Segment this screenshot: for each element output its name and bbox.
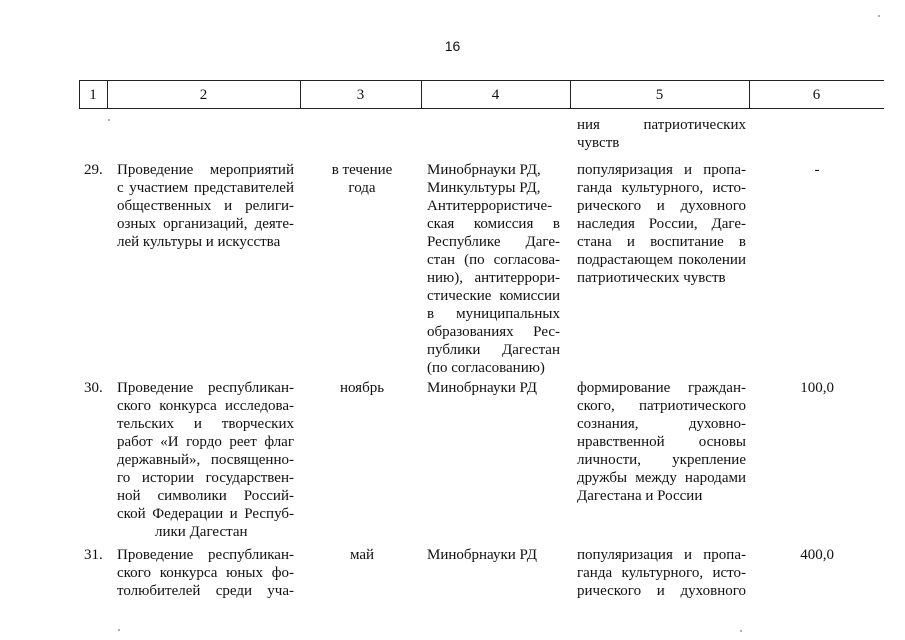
- header-top-rule: [79, 80, 884, 81]
- text-line: Проведение республикан-: [117, 547, 294, 563]
- text-line: рического и духовного: [577, 198, 746, 214]
- text-line: ского конкурса исследова-: [117, 398, 294, 414]
- funding-amount: 100,0: [800, 380, 834, 396]
- table-header: [79, 80, 884, 110]
- text-line: стана и воспитание в: [577, 234, 746, 250]
- text-line: Проведение мероприятий: [117, 162, 294, 178]
- funding-amount: -: [814, 162, 820, 178]
- text-line: сознания, духовно-: [577, 416, 746, 432]
- text-line: ганда культурного, исто-: [577, 565, 746, 581]
- text-line: наследия России, Даге-: [577, 216, 746, 232]
- text-line: ской Федерации и Респуб-: [117, 506, 294, 522]
- text-line: ния патриотических: [577, 117, 746, 133]
- text-line: популяризация и пропа-: [577, 162, 746, 178]
- text-line: лики Дагестан: [155, 524, 248, 540]
- scan-speck: [118, 629, 120, 631]
- event-description: [117, 379, 294, 541]
- text-line: в муниципальных: [427, 306, 560, 322]
- text-line: Антитеррористиче-: [427, 198, 553, 214]
- text-line: тельских и творческих: [117, 416, 294, 432]
- text-line: в течение: [331, 162, 393, 178]
- continuation-result: [577, 116, 746, 152]
- scan-speck: [108, 119, 110, 121]
- text-line: общественных и религи-: [117, 198, 294, 214]
- text-line: популяризация и пропа-: [577, 547, 746, 563]
- text-line: (по согласованию): [427, 360, 545, 376]
- event-description: [117, 161, 294, 251]
- text-line: патриотических чувств: [577, 270, 726, 286]
- text-line: го истории государствен-: [117, 470, 294, 486]
- text-line: Минобрнауки РД: [427, 547, 537, 563]
- expected-result: [577, 379, 746, 505]
- text-line: года: [348, 180, 376, 196]
- text-line: ной символики Россий-: [117, 488, 294, 504]
- text-line: дружбы между народами: [577, 470, 746, 486]
- scan-speck: [878, 15, 880, 17]
- text-line: ская комиссия в: [427, 216, 560, 232]
- header-col-3: 3: [356, 87, 365, 103]
- text-line: стические комиссии: [427, 288, 560, 304]
- text-line: Дагестана и России: [577, 488, 703, 504]
- page-number: 16: [444, 38, 461, 54]
- text-line: работ «И гордо реет флаг: [117, 434, 294, 450]
- text-line: личности, укрепление: [577, 452, 746, 468]
- text-line: нию), антитеррори-: [427, 270, 560, 286]
- text-line: Республике Даге-: [427, 234, 560, 250]
- executors: [427, 546, 560, 564]
- header-bottom-rule: [79, 108, 884, 109]
- text-line: ноябрь: [339, 380, 385, 396]
- period: [310, 379, 414, 397]
- executors: [427, 161, 560, 377]
- text-line: ского конкурса юных фо-: [117, 565, 294, 581]
- period: [310, 546, 414, 564]
- text-line: ганда культурного, исто-: [577, 180, 746, 196]
- row-number: 31.: [84, 547, 103, 563]
- funding-amount: 400,0: [800, 547, 834, 563]
- text-line: стан (по согласова-: [427, 252, 560, 268]
- text-line: нравственной основы: [577, 434, 746, 450]
- row-number: 29.: [84, 162, 103, 178]
- text-line: Проведение республикан-: [117, 380, 294, 396]
- text-line: державный», посвященно-: [117, 452, 294, 468]
- text-line: рического и духовного: [577, 583, 746, 599]
- header-col-1: 1: [89, 87, 97, 103]
- expected-result: [577, 546, 746, 600]
- text-line: с участием представителей: [117, 180, 294, 196]
- text-line: ского, патриотического: [577, 398, 746, 414]
- text-line: толюбителей среди уча-: [117, 583, 294, 599]
- header-col-4: 4: [491, 87, 500, 103]
- scan-speck: [740, 630, 742, 632]
- text-line: публики Дагестан: [427, 342, 560, 358]
- header-col-6: 6: [812, 87, 821, 103]
- row-number: 30.: [84, 380, 103, 396]
- text-line: май: [349, 547, 375, 563]
- text-line: чувств: [577, 135, 620, 151]
- header-col-2: 2: [199, 87, 208, 103]
- text-line: образованиях Рес-: [427, 324, 560, 340]
- event-description: [117, 546, 294, 600]
- text-line: формирование граждан-: [577, 380, 746, 396]
- text-line: лей культуры и искусства: [117, 234, 281, 250]
- expected-result: [577, 161, 746, 287]
- text-line: подрастающем поколении: [577, 252, 746, 268]
- text-line: Минкультуры РД,: [427, 180, 541, 196]
- text-line: Минобрнауки РД: [427, 380, 537, 396]
- text-line: Минобрнауки РД,: [427, 162, 541, 178]
- text-line: озных организаций, деяте-: [117, 216, 294, 232]
- period: [310, 161, 414, 197]
- executors: [427, 379, 560, 397]
- header-col-5: 5: [655, 87, 664, 103]
